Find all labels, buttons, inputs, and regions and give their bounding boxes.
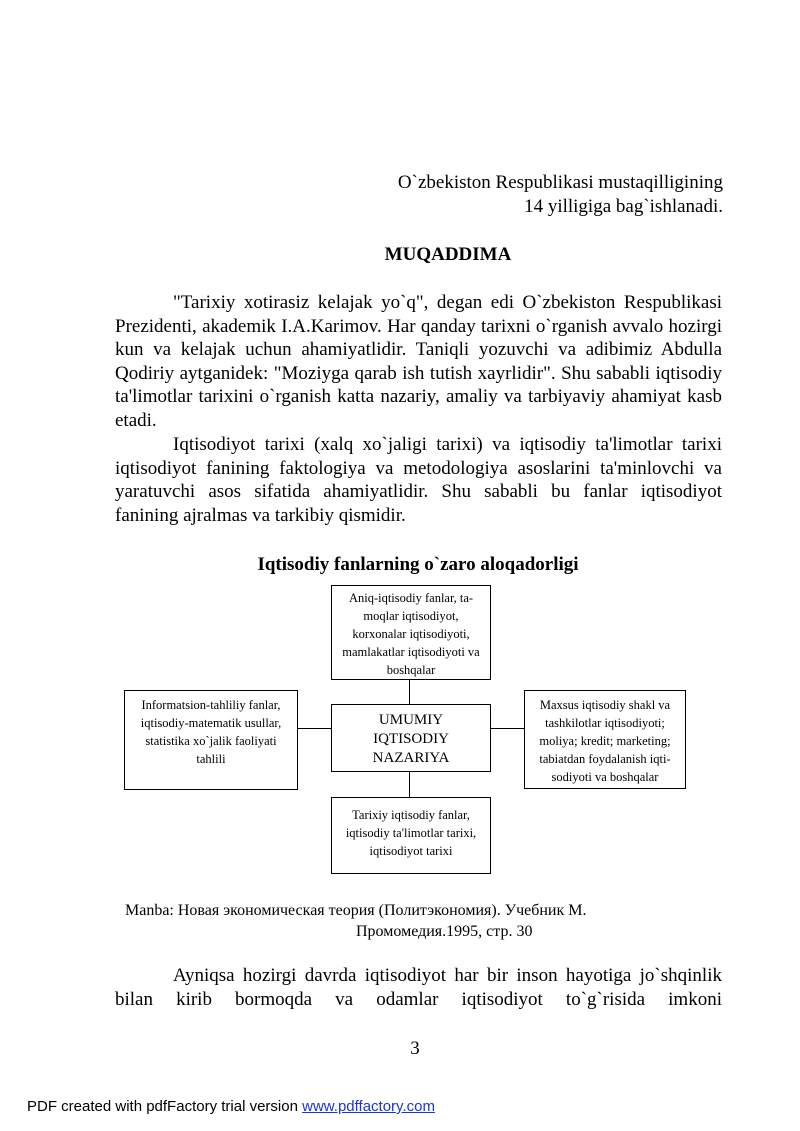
box-center-line: NAZARIYA (372, 750, 450, 766)
connector-top (409, 679, 410, 705)
box-center-line: IQTISODIY (373, 731, 449, 747)
diagram-box-center (331, 704, 491, 772)
box-top-line: mamlakatlar iqtisodiyoti va (342, 645, 480, 659)
diagram-box-left (124, 690, 298, 790)
box-bottom-line: iqtisodiyot tarixi (369, 844, 453, 858)
source-line-1: Manba: Новая экономическая теория (Политэкономия). Учебник М. (125, 902, 587, 919)
box-right-line: moliya; kredit; marketing; (539, 734, 671, 748)
box-top-line: Aniq-iqtisodiy fanlar, ta- (348, 591, 474, 605)
box-bottom-line: Tarixiy iqtisodiy fanlar, (352, 808, 470, 822)
dedication-line-2: 14 yilligiga bag`ishlanadi. (524, 196, 723, 217)
diagram-box-bottom (331, 797, 491, 874)
dedication (300, 171, 723, 219)
box-bottom-line: iqtisodiy ta'limotlar tarixi, (345, 826, 477, 840)
paragraph-3: Ayniqsa hozirgi davrda iqtisodiyot har bir inson hayotiga jo`shqinlik bilan kirib bormoqda va odamlar iqtisodiyot to`g`risida imkoni (115, 965, 722, 1010)
page-number: 3 (410, 1038, 420, 1059)
diagram-title: Iqtisodiy fanlarning o`zaro aloqadorligi (257, 554, 579, 575)
box-center-line: UMUMIY (378, 712, 444, 728)
box-right-line: Maxsus iqtisodiy shakl va (539, 698, 671, 712)
paragraph-1: "Tarixiy xotirasiz kelajak yo`q", degan edi O`zbekiston Respublikasi Prezidenti, akademik I.A.Karimov. Har qanday tarixni o`rganish avvalo hozirgi kun va kelajak uchun ahamiyatlidir. Taniqli yozuvchi va adibimiz Abdulla Qodiriy aytganidek: "Moziyga qarab ish tutish xayrlidir". Shu sababli iqtisodiy ta'limotlar tarixini o`rganish katta nazariy, amaliy va tarbiyaviy ahamiyat kasb etadi. (115, 292, 722, 431)
box-right-line: tabiatdan foydalanish iqti- (539, 752, 671, 766)
box-left-line: iqtisodiy-matematik usullar, (140, 716, 282, 730)
box-left-line: statistika xo`jalik faoliyati (145, 734, 277, 748)
box-top-line: boshqalar (386, 663, 436, 677)
footer-watermark (27, 1098, 435, 1115)
footer-text: PDF created with pdfFactory trial version (27, 1098, 303, 1115)
diagram-box-right (524, 690, 686, 789)
box-left-line: Informatsion-tahliliy fanlar, (141, 698, 281, 712)
diagram-box-top (331, 585, 491, 680)
connector-right (490, 728, 525, 729)
box-right-line: tashkilotlar iqtisodiyoti; (545, 716, 665, 730)
box-left-line: tahlili (196, 752, 226, 766)
footer-link[interactable]: www.pdffactory.com (302, 1098, 435, 1115)
source-line-2: Промомедия.1995, стр. 30 (356, 923, 533, 940)
section-heading: MUQADDIMA (384, 244, 512, 265)
box-top-line: moqlar iqtisodiyot, (363, 609, 459, 623)
connector-left (297, 728, 332, 729)
box-top-line: korxonalar iqtisodiyoti, (352, 627, 470, 641)
connector-bottom (409, 771, 410, 798)
box-right-line: sodiyoti va boshqalar (551, 770, 659, 784)
dedication-line-1: O`zbekiston Respublikasi mustaqilligining (397, 172, 723, 193)
paragraph-2: Iqtisodiyot tarixi (xalq xo`jaligi tarixi) va iqtisodiy ta'limotlar tarixi iqtisodiyot fanining faktologiya va metodologiya asoslarini ta'minlovchi va yaratuvchi asos sifatida ahamiyatlidir. Shu sababli bu fanlar iqtisodiyot fanining ajralmas va tarkibiy qismidir. (115, 434, 722, 526)
source-citation (125, 900, 745, 942)
